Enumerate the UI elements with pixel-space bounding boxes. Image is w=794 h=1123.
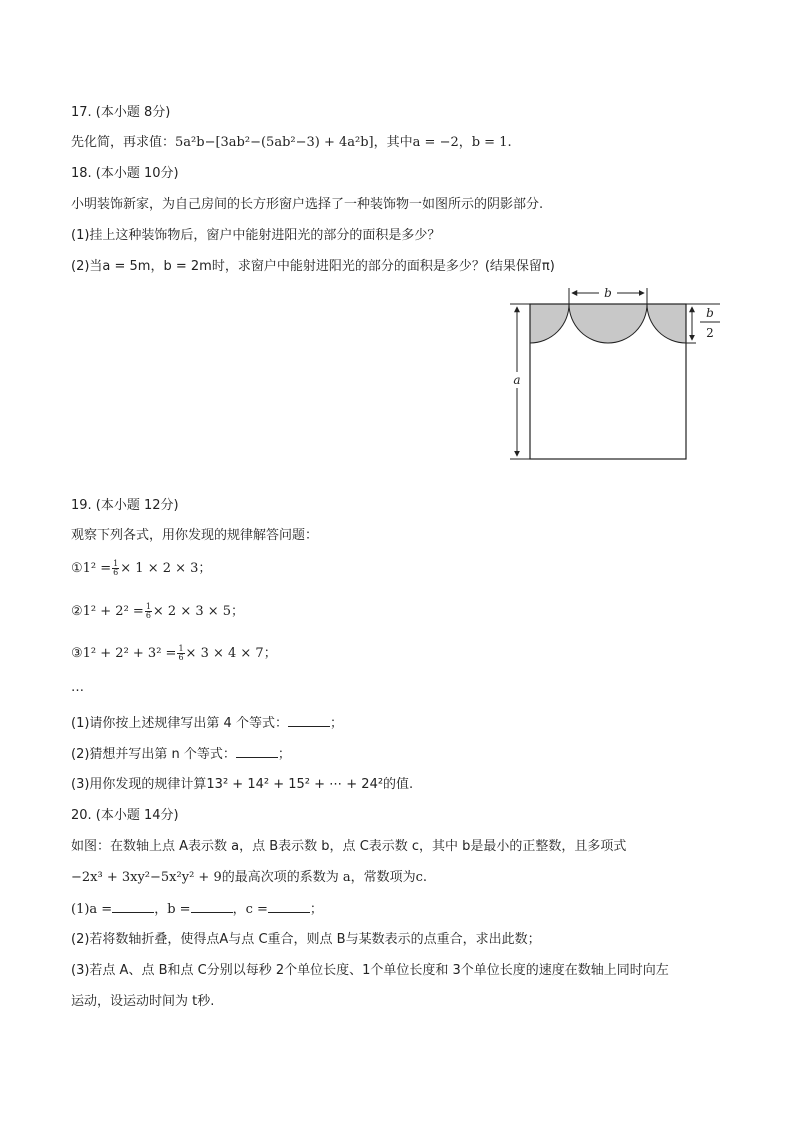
q19-equation-2: ②1² + 2² = $\frac{1}{6}$ × 2 × 3 × 5； — [71, 602, 245, 620]
answer-blank-a[interactable] — [112, 900, 154, 913]
q18-part1: (1)挂上这种装饰物后，窗户中能射进阳光的部分的面积是多少？ — [71, 228, 441, 243]
q19-part2: (2)猜想并写出第 n 个等式： ； — [71, 747, 291, 762]
q17-given: a = −2，b = 1. — [412, 135, 512, 150]
q17-text — [71, 134, 512, 152]
q17-header: 17. (本小题 8分) — [71, 105, 171, 120]
q19-part1: (1)请你按上述规律写出第 4 个等式： ； — [71, 716, 343, 731]
q20-header: 20. (本小题 14分) — [71, 808, 179, 823]
label-b-top: b — [604, 286, 612, 300]
label-b-half-denominator: 2 — [706, 326, 714, 340]
fraction-one-sixth: $\frac{1}{6}$ — [178, 644, 184, 662]
label-a: a — [513, 373, 521, 387]
answer-blank-c[interactable] — [268, 900, 310, 913]
q20-intro-2: −2x³ + 3xy²−5x²y² + 9的最高次项的系数为 a，常数项为c. — [71, 870, 428, 885]
q20-part3-line2: 运动，设运动时间为 t秒. — [71, 994, 215, 1009]
q19-ellipsis: … — [71, 680, 84, 695]
q19-part3: (3)用你发现的规律计算13² + 14² + 15² + ⋯ + 24²的值. — [71, 777, 414, 792]
q17-expression: 5a²b−[3ab²−(5ab²−3) + 4a²b] — [175, 135, 374, 150]
fraction-one-sixth: $\frac{1}{6}$ — [113, 559, 119, 577]
q18-part2: (2)当a = 5m，b = 2m时，求窗户中能射进阳光的部分的面积是多少？(结果保留π) — [71, 259, 555, 274]
q19-header: 19. (本小题 12分) — [71, 498, 179, 513]
shaded-decoration — [530, 304, 686, 343]
q17-prefix: 先化简，再求值： — [71, 135, 176, 150]
q20-part3-line1: (3)若点 A、点 B和点 C分别以每秒 2个单位长度、1个单位长度和 3个单位长度的速度在数轴上同时向左 — [71, 963, 669, 978]
q20-part2: (2)若将数轴折叠，使得点A与点 C重合，则点 B与某数表示的点重合，求出此数； — [71, 932, 541, 947]
q19-intro: 观察下列各式，用你发现的规律解答问题： — [71, 528, 319, 543]
q17-mid: ，其中 — [373, 135, 413, 150]
answer-blank[interactable] — [236, 745, 278, 758]
q18-intro: 小明装饰新家，为自己房间的长方形窗户选择了一种装饰物一如图所示的阴影部分. — [71, 197, 544, 212]
q20-intro-1: 如图：在数轴上点 A表示数 a，点 B表示数 b，点 C表示数 c，其中 b是最小的正整数，且多项式 — [71, 839, 627, 854]
window-figure — [506, 284, 726, 464]
q19-equation-3: ③1² + 2² + 3² = $\frac{1}{6}$ × 3 × 4 × 7； — [71, 644, 277, 662]
q18-header: 18. (本小题 10分) — [71, 166, 179, 181]
label-b-half-numerator: b — [706, 306, 714, 320]
answer-blank[interactable] — [288, 714, 330, 727]
fraction-one-sixth: $\frac{1}{6}$ — [145, 602, 151, 620]
q19-equation-1: ①1² = $\frac{1}{6}$ × 1 × 2 × 3； — [71, 559, 212, 577]
q20-part1: (1)a = ，b = ，c = ； — [71, 902, 323, 917]
answer-blank-b[interactable] — [191, 900, 233, 913]
